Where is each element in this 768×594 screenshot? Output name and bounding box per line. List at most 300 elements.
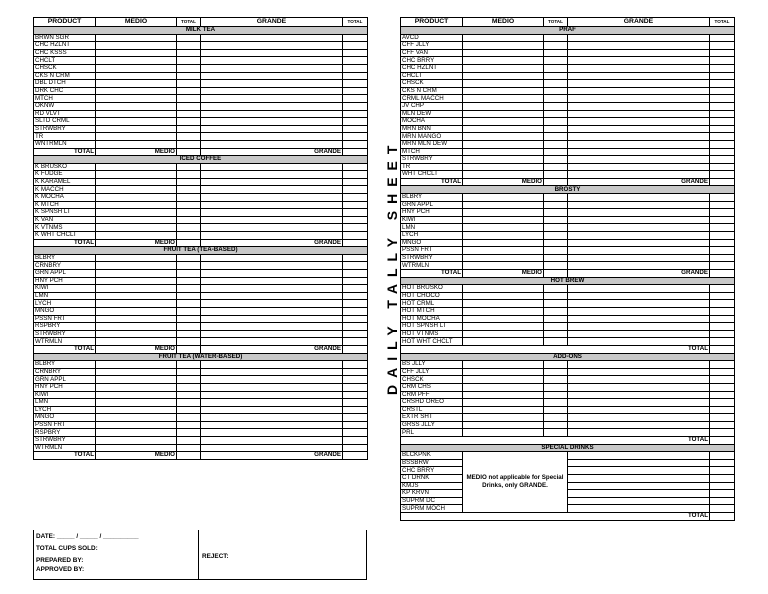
medio-tally-cell[interactable]: [463, 338, 544, 346]
medio-tally-cell[interactable]: [463, 292, 544, 300]
medio-tally-cell[interactable]: [96, 216, 177, 224]
medio-tally-cell[interactable]: [463, 323, 544, 331]
medio-tally-cell[interactable]: [96, 429, 177, 437]
grande-total-cell[interactable]: [710, 452, 735, 460]
medio-tally-cell[interactable]: [96, 201, 177, 209]
medio-total-cell[interactable]: [544, 330, 568, 338]
medio-tally-cell[interactable]: [96, 285, 177, 293]
medio-tally-cell[interactable]: [463, 361, 544, 369]
grande-total-cell[interactable]: [710, 391, 735, 399]
grande-tally-cell[interactable]: [568, 49, 710, 57]
medio-tally-cell[interactable]: [463, 110, 544, 118]
grande-total-cell[interactable]: [343, 80, 368, 88]
grande-tally-cell[interactable]: [568, 490, 710, 498]
medio-total-cell[interactable]: [544, 201, 568, 209]
medio-tally-cell[interactable]: [463, 80, 544, 88]
grande-total-cell[interactable]: [710, 475, 735, 483]
grande-total-cell[interactable]: [710, 156, 735, 164]
grand-sum-cell[interactable]: [710, 437, 735, 445]
grande-total-cell[interactable]: [343, 34, 368, 42]
medio-tally-cell[interactable]: [96, 102, 177, 110]
grande-total-cell[interactable]: [710, 300, 735, 308]
medio-tally-cell[interactable]: [96, 300, 177, 308]
medio-total-cell[interactable]: [177, 270, 201, 278]
grande-tally-cell[interactable]: [201, 72, 343, 80]
grande-total-cell[interactable]: [710, 209, 735, 217]
grande-sum-cell[interactable]: [343, 452, 368, 460]
grande-tally-cell[interactable]: [201, 399, 343, 407]
grande-total-cell[interactable]: [710, 163, 735, 171]
grande-total-cell[interactable]: [343, 57, 368, 65]
medio-total-cell[interactable]: [544, 361, 568, 369]
medio-total-cell[interactable]: [544, 110, 568, 118]
medio-tally-cell[interactable]: [463, 376, 544, 384]
medio-total-cell[interactable]: [177, 171, 201, 179]
medio-tally-cell[interactable]: [463, 216, 544, 224]
grande-tally-cell[interactable]: [201, 34, 343, 42]
grande-total-cell[interactable]: [343, 232, 368, 240]
grande-total-cell[interactable]: [343, 307, 368, 315]
medio-total-cell[interactable]: [544, 323, 568, 331]
medio-total-cell[interactable]: [544, 285, 568, 293]
grande-tally-cell[interactable]: [568, 80, 710, 88]
medio-tally-cell[interactable]: [96, 133, 177, 141]
grande-tally-cell[interactable]: [201, 232, 343, 240]
medio-total-cell[interactable]: [544, 292, 568, 300]
grande-tally-cell[interactable]: [201, 429, 343, 437]
grande-total-cell[interactable]: [710, 148, 735, 156]
medio-tally-cell[interactable]: [463, 42, 544, 50]
medio-total-cell[interactable]: [544, 118, 568, 126]
medio-tally-cell[interactable]: [96, 444, 177, 452]
grande-tally-cell[interactable]: [568, 224, 710, 232]
grande-tally-cell[interactable]: [568, 421, 710, 429]
approved-by-field[interactable]: APPROVED BY:: [36, 566, 85, 573]
medio-total-cell[interactable]: [177, 87, 201, 95]
grande-tally-cell[interactable]: [568, 95, 710, 103]
medio-tally-cell[interactable]: [463, 49, 544, 57]
grande-total-cell[interactable]: [710, 307, 735, 315]
medio-total-cell[interactable]: [177, 338, 201, 346]
grand-sum-cell[interactable]: [710, 345, 735, 353]
grande-total-cell[interactable]: [710, 323, 735, 331]
grande-tally-cell[interactable]: [201, 292, 343, 300]
medio-tally-cell[interactable]: [463, 125, 544, 133]
grande-tally-cell[interactable]: [201, 49, 343, 57]
medio-total-cell[interactable]: [177, 277, 201, 285]
medio-total-cell[interactable]: [177, 315, 201, 323]
date-field[interactable]: DATE: _____ / _____ / __________: [36, 533, 139, 540]
medio-total-cell[interactable]: [544, 254, 568, 262]
medio-tally-cell[interactable]: [96, 95, 177, 103]
grande-tally-cell[interactable]: [568, 315, 710, 323]
grande-tally-cell[interactable]: [568, 383, 710, 391]
grande-total-cell[interactable]: [710, 376, 735, 384]
reject-field[interactable]: REJECT:: [202, 553, 229, 560]
grande-total-cell[interactable]: [343, 216, 368, 224]
grande-tally-cell[interactable]: [201, 361, 343, 369]
grande-total-cell[interactable]: [343, 254, 368, 262]
medio-total-cell[interactable]: [177, 34, 201, 42]
grande-total-cell[interactable]: [710, 383, 735, 391]
medio-tally-cell[interactable]: [463, 368, 544, 376]
grande-tally-cell[interactable]: [201, 140, 343, 148]
medio-tally-cell[interactable]: [463, 300, 544, 308]
medio-total-cell[interactable]: [544, 133, 568, 141]
grande-total-cell[interactable]: [710, 239, 735, 247]
medio-tally-cell[interactable]: [463, 163, 544, 171]
medio-total-cell[interactable]: [544, 391, 568, 399]
medio-total-cell[interactable]: [177, 262, 201, 270]
medio-tally-cell[interactable]: [96, 391, 177, 399]
medio-total-cell[interactable]: [177, 330, 201, 338]
grande-tally-cell[interactable]: [201, 110, 343, 118]
grande-tally-cell[interactable]: [568, 140, 710, 148]
grande-total-cell[interactable]: [710, 285, 735, 293]
grande-tally-cell[interactable]: [568, 429, 710, 437]
grande-tally-cell[interactable]: [201, 171, 343, 179]
grande-total-cell[interactable]: [710, 64, 735, 72]
grande-tally-cell[interactable]: [568, 118, 710, 126]
grande-total-cell[interactable]: [343, 194, 368, 202]
grande-tally-cell[interactable]: [201, 118, 343, 126]
grande-total-cell[interactable]: [343, 178, 368, 186]
medio-tally-cell[interactable]: [463, 247, 544, 255]
medio-total-cell[interactable]: [177, 140, 201, 148]
grande-tally-cell[interactable]: [568, 133, 710, 141]
grande-sum-cell[interactable]: [343, 148, 368, 156]
grande-total-cell[interactable]: [343, 285, 368, 293]
medio-total-cell[interactable]: [544, 383, 568, 391]
medio-total-cell[interactable]: [177, 209, 201, 217]
grande-sum-cell[interactable]: [710, 270, 735, 278]
grande-total-cell[interactable]: [343, 125, 368, 133]
medio-tally-cell[interactable]: [463, 307, 544, 315]
grande-total-cell[interactable]: [343, 140, 368, 148]
medio-tally-cell[interactable]: [96, 376, 177, 384]
grande-total-cell[interactable]: [343, 133, 368, 141]
grande-tally-cell[interactable]: [568, 34, 710, 42]
medio-tally-cell[interactable]: [96, 125, 177, 133]
medio-total-cell[interactable]: [544, 224, 568, 232]
medio-tally-cell[interactable]: [463, 224, 544, 232]
medio-total-cell[interactable]: [177, 72, 201, 80]
medio-tally-cell[interactable]: [463, 102, 544, 110]
grande-tally-cell[interactable]: [201, 186, 343, 194]
medio-total-cell[interactable]: [177, 383, 201, 391]
medio-total-cell[interactable]: [544, 247, 568, 255]
grande-tally-cell[interactable]: [568, 87, 710, 95]
medio-total-cell[interactable]: [177, 406, 201, 414]
grande-total-cell[interactable]: [710, 459, 735, 467]
medio-tally-cell[interactable]: [463, 133, 544, 141]
grande-total-cell[interactable]: [343, 376, 368, 384]
grande-tally-cell[interactable]: [568, 148, 710, 156]
medio-total-cell[interactable]: [544, 57, 568, 65]
grande-total-cell[interactable]: [710, 34, 735, 42]
medio-tally-cell[interactable]: [96, 421, 177, 429]
medio-tally-cell[interactable]: [463, 383, 544, 391]
grande-total-cell[interactable]: [710, 224, 735, 232]
medio-total-cell[interactable]: [177, 64, 201, 72]
grande-tally-cell[interactable]: [568, 57, 710, 65]
grande-tally-cell[interactable]: [568, 72, 710, 80]
medio-tally-cell[interactable]: [96, 277, 177, 285]
medio-sum-cell[interactable]: [177, 239, 201, 247]
grande-total-cell[interactable]: [343, 338, 368, 346]
grande-tally-cell[interactable]: [201, 315, 343, 323]
grande-tally-cell[interactable]: [568, 368, 710, 376]
medio-sum-cell[interactable]: [544, 178, 568, 186]
medio-tally-cell[interactable]: [463, 285, 544, 293]
medio-total-cell[interactable]: [544, 300, 568, 308]
grande-total-cell[interactable]: [343, 383, 368, 391]
grande-total-cell[interactable]: [343, 277, 368, 285]
medio-total-cell[interactable]: [177, 376, 201, 384]
grande-total-cell[interactable]: [710, 87, 735, 95]
grande-total-cell[interactable]: [343, 361, 368, 369]
medio-tally-cell[interactable]: [463, 209, 544, 217]
grande-tally-cell[interactable]: [201, 209, 343, 217]
medio-total-cell[interactable]: [544, 125, 568, 133]
grande-tally-cell[interactable]: [568, 475, 710, 483]
medio-tally-cell[interactable]: [463, 57, 544, 65]
grande-total-cell[interactable]: [710, 505, 735, 513]
grande-tally-cell[interactable]: [201, 330, 343, 338]
medio-tally-cell[interactable]: [463, 118, 544, 126]
medio-total-cell[interactable]: [544, 80, 568, 88]
grande-total-cell[interactable]: [710, 414, 735, 422]
grande-tally-cell[interactable]: [201, 95, 343, 103]
medio-tally-cell[interactable]: [463, 414, 544, 422]
grande-tally-cell[interactable]: [201, 391, 343, 399]
medio-tally-cell[interactable]: [96, 307, 177, 315]
medio-tally-cell[interactable]: [463, 171, 544, 179]
grande-tally-cell[interactable]: [568, 467, 710, 475]
medio-tally-cell[interactable]: [463, 391, 544, 399]
medio-tally-cell[interactable]: [96, 178, 177, 186]
medio-tally-cell[interactable]: [96, 42, 177, 50]
grande-total-cell[interactable]: [710, 171, 735, 179]
grande-tally-cell[interactable]: [568, 338, 710, 346]
grande-total-cell[interactable]: [710, 194, 735, 202]
medio-tally-cell[interactable]: [463, 201, 544, 209]
medio-tally-cell[interactable]: [463, 148, 544, 156]
medio-tally-cell[interactable]: [463, 64, 544, 72]
medio-tally-cell[interactable]: [96, 118, 177, 126]
grande-total-cell[interactable]: [710, 482, 735, 490]
grande-tally-cell[interactable]: [201, 178, 343, 186]
medio-tally-cell[interactable]: [96, 186, 177, 194]
medio-tally-cell[interactable]: [463, 87, 544, 95]
medio-total-cell[interactable]: [177, 285, 201, 293]
medio-total-cell[interactable]: [544, 429, 568, 437]
grande-total-cell[interactable]: [343, 201, 368, 209]
grand-sum-cell[interactable]: [710, 513, 735, 521]
medio-tally-cell[interactable]: [96, 163, 177, 171]
grande-sum-cell[interactable]: [343, 239, 368, 247]
grande-tally-cell[interactable]: [201, 444, 343, 452]
medio-tally-cell[interactable]: [96, 338, 177, 346]
grande-total-cell[interactable]: [343, 399, 368, 407]
medio-tally-cell[interactable]: [96, 399, 177, 407]
grande-total-cell[interactable]: [710, 201, 735, 209]
medio-tally-cell[interactable]: [96, 224, 177, 232]
grande-tally-cell[interactable]: [201, 254, 343, 262]
medio-tally-cell[interactable]: [96, 110, 177, 118]
medio-tally-cell[interactable]: [96, 72, 177, 80]
medio-tally-cell[interactable]: [96, 49, 177, 57]
grande-total-cell[interactable]: [710, 262, 735, 270]
grande-sum-cell[interactable]: [343, 345, 368, 353]
medio-sum-cell[interactable]: [544, 270, 568, 278]
grande-tally-cell[interactable]: [568, 376, 710, 384]
grande-tally-cell[interactable]: [201, 285, 343, 293]
medio-tally-cell[interactable]: [96, 262, 177, 270]
grande-tally-cell[interactable]: [568, 361, 710, 369]
grande-tally-cell[interactable]: [568, 406, 710, 414]
medio-total-cell[interactable]: [177, 80, 201, 88]
medio-total-cell[interactable]: [544, 232, 568, 240]
medio-total-cell[interactable]: [544, 102, 568, 110]
grande-total-cell[interactable]: [343, 300, 368, 308]
grande-total-cell[interactable]: [710, 330, 735, 338]
grande-total-cell[interactable]: [343, 118, 368, 126]
grande-tally-cell[interactable]: [568, 254, 710, 262]
grande-total-cell[interactable]: [710, 361, 735, 369]
grande-total-cell[interactable]: [710, 368, 735, 376]
medio-total-cell[interactable]: [544, 72, 568, 80]
grande-total-cell[interactable]: [710, 216, 735, 224]
medio-tally-cell[interactable]: [96, 368, 177, 376]
grande-tally-cell[interactable]: [568, 391, 710, 399]
medio-total-cell[interactable]: [544, 262, 568, 270]
medio-tally-cell[interactable]: [96, 34, 177, 42]
medio-total-cell[interactable]: [544, 338, 568, 346]
medio-total-cell[interactable]: [177, 95, 201, 103]
grande-total-cell[interactable]: [343, 95, 368, 103]
grande-total-cell[interactable]: [710, 429, 735, 437]
medio-tally-cell[interactable]: [96, 270, 177, 278]
medio-total-cell[interactable]: [544, 156, 568, 164]
medio-total-cell[interactable]: [544, 239, 568, 247]
grande-tally-cell[interactable]: [201, 383, 343, 391]
medio-total-cell[interactable]: [177, 178, 201, 186]
prepared-by-field[interactable]: PREPARED BY:: [36, 557, 84, 564]
grande-tally-cell[interactable]: [201, 87, 343, 95]
medio-tally-cell[interactable]: [96, 171, 177, 179]
grande-total-cell[interactable]: [710, 490, 735, 498]
grande-total-cell[interactable]: [343, 42, 368, 50]
grande-total-cell[interactable]: [710, 421, 735, 429]
medio-tally-cell[interactable]: [96, 323, 177, 331]
grande-total-cell[interactable]: [343, 64, 368, 72]
medio-sum-cell[interactable]: [177, 345, 201, 353]
grande-total-cell[interactable]: [710, 57, 735, 65]
grande-tally-cell[interactable]: [201, 224, 343, 232]
grande-total-cell[interactable]: [710, 467, 735, 475]
medio-total-cell[interactable]: [544, 34, 568, 42]
grande-total-cell[interactable]: [710, 399, 735, 407]
grande-tally-cell[interactable]: [568, 110, 710, 118]
medio-total-cell[interactable]: [177, 421, 201, 429]
medio-sum-cell[interactable]: [177, 148, 201, 156]
grande-total-cell[interactable]: [343, 330, 368, 338]
medio-total-cell[interactable]: [177, 444, 201, 452]
grande-total-cell[interactable]: [710, 118, 735, 126]
grande-tally-cell[interactable]: [568, 330, 710, 338]
grande-total-cell[interactable]: [343, 421, 368, 429]
grande-total-cell[interactable]: [710, 406, 735, 414]
medio-tally-cell[interactable]: [96, 140, 177, 148]
medio-total-cell[interactable]: [544, 42, 568, 50]
medio-tally-cell[interactable]: [96, 437, 177, 445]
medio-total-cell[interactable]: [177, 368, 201, 376]
medio-tally-cell[interactable]: [463, 262, 544, 270]
grande-total-cell[interactable]: [710, 140, 735, 148]
medio-tally-cell[interactable]: [96, 383, 177, 391]
grande-tally-cell[interactable]: [568, 194, 710, 202]
grande-tally-cell[interactable]: [568, 300, 710, 308]
medio-tally-cell[interactable]: [463, 239, 544, 247]
grande-total-cell[interactable]: [343, 72, 368, 80]
medio-total-cell[interactable]: [177, 201, 201, 209]
medio-total-cell[interactable]: [544, 64, 568, 72]
medio-tally-cell[interactable]: [96, 361, 177, 369]
medio-tally-cell[interactable]: [463, 194, 544, 202]
grande-total-cell[interactable]: [343, 444, 368, 452]
grande-total-cell[interactable]: [343, 110, 368, 118]
grande-total-cell[interactable]: [343, 429, 368, 437]
medio-total-cell[interactable]: [544, 148, 568, 156]
grande-total-cell[interactable]: [710, 42, 735, 50]
grande-total-cell[interactable]: [343, 209, 368, 217]
grande-total-cell[interactable]: [343, 102, 368, 110]
medio-total-cell[interactable]: [177, 300, 201, 308]
grande-total-cell[interactable]: [343, 315, 368, 323]
grande-tally-cell[interactable]: [201, 277, 343, 285]
medio-tally-cell[interactable]: [96, 57, 177, 65]
grande-tally-cell[interactable]: [568, 292, 710, 300]
grande-total-cell[interactable]: [710, 125, 735, 133]
medio-total-cell[interactable]: [544, 315, 568, 323]
medio-total-cell[interactable]: [177, 216, 201, 224]
grande-tally-cell[interactable]: [201, 64, 343, 72]
medio-tally-cell[interactable]: [96, 292, 177, 300]
medio-total-cell[interactable]: [177, 57, 201, 65]
grande-tally-cell[interactable]: [201, 216, 343, 224]
grande-total-cell[interactable]: [710, 254, 735, 262]
medio-total-cell[interactable]: [177, 102, 201, 110]
medio-total-cell[interactable]: [544, 209, 568, 217]
grande-tally-cell[interactable]: [568, 239, 710, 247]
medio-tally-cell[interactable]: [463, 156, 544, 164]
grande-total-cell[interactable]: [343, 437, 368, 445]
medio-total-cell[interactable]: [177, 399, 201, 407]
grande-tally-cell[interactable]: [201, 437, 343, 445]
medio-total-cell[interactable]: [177, 254, 201, 262]
grande-tally-cell[interactable]: [201, 414, 343, 422]
medio-total-cell[interactable]: [544, 95, 568, 103]
grande-total-cell[interactable]: [710, 315, 735, 323]
medio-tally-cell[interactable]: [96, 64, 177, 72]
grande-tally-cell[interactable]: [568, 399, 710, 407]
medio-total-cell[interactable]: [177, 414, 201, 422]
grande-tally-cell[interactable]: [568, 505, 710, 513]
medio-tally-cell[interactable]: [96, 194, 177, 202]
medio-total-cell[interactable]: [544, 87, 568, 95]
grande-total-cell[interactable]: [343, 391, 368, 399]
